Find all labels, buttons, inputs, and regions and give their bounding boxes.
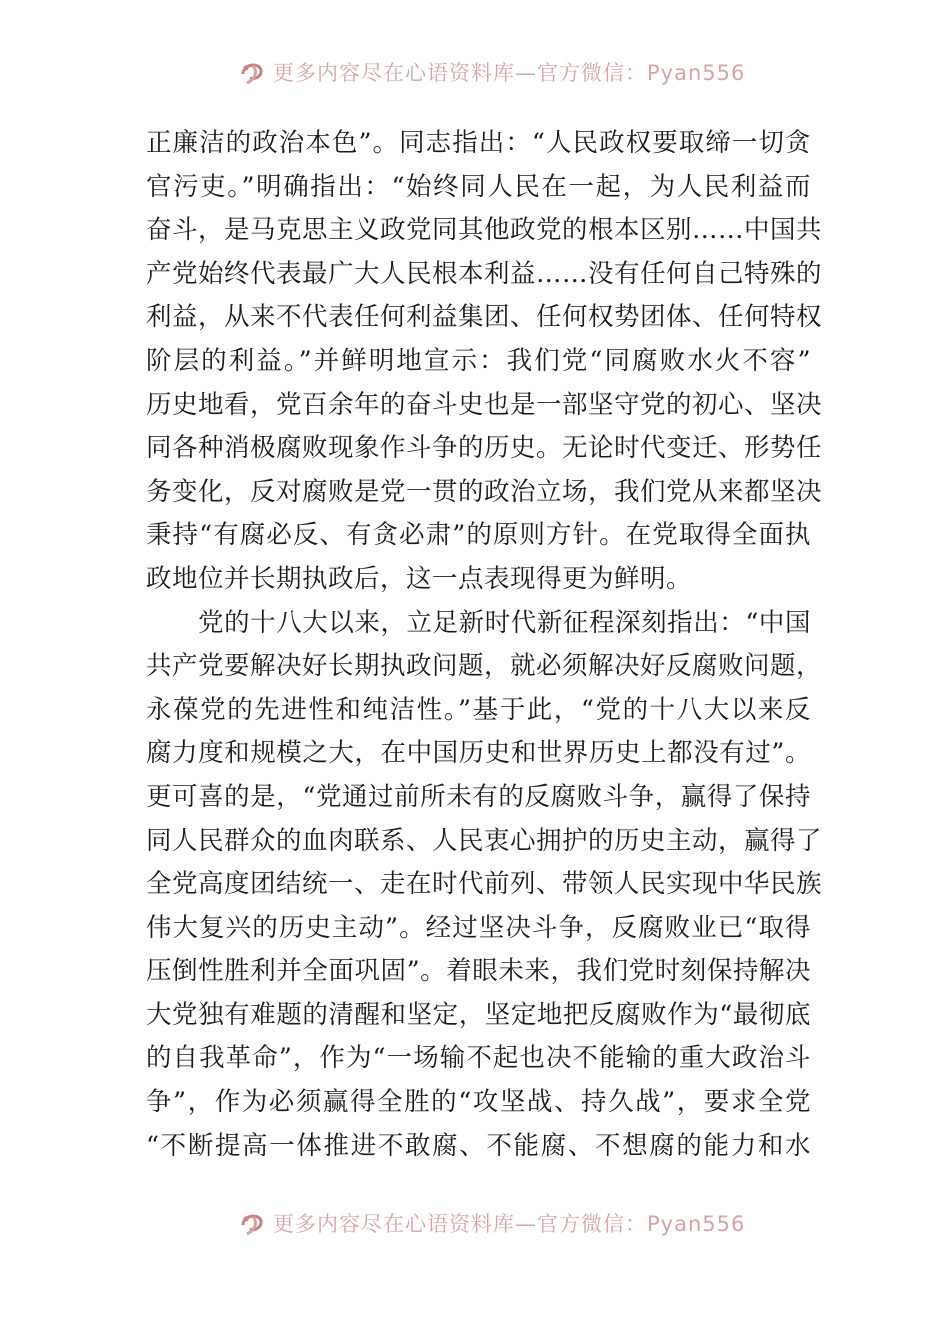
text-line: 历史地看，党百余年的奋斗史也是一部坚守党的初心、坚决 [146,389,823,420]
text-line: 务变化，反对腐败是党一贯的政治立场，我们党从来都坚决 [146,476,823,507]
text-line: “不断提高一体推进不敢腐、不能腐、不想腐的能力和水 [146,1130,811,1161]
text-line: 大党独有难题的清醒和坚定，坚定地把反腐败作为“最彻底 [146,999,811,1030]
text-line: 官污吏。”明确指出：“始终同人民在一起，为人民利益而 [146,171,811,202]
text-line: 共产党要解决好长期执政问题，就必须解决好反腐败问题， [146,651,823,682]
text-line: 压倒性胜利并全面巩固”。着眼未来，我们党时刻保持解决 [146,956,811,987]
text-line: 争”，作为必须赢得全胜的“攻坚战、持久战”，要求全党 [146,1087,811,1118]
logo-icon [237,56,267,86]
text-line: 永葆党的先进性和纯洁性。”基于此，“党的十八大以来反 [146,694,811,725]
document-body [146,122,823,1168]
text-line: 政地位并长期执政后，这一点表现得更为鲜明。 [146,563,693,594]
text-line: 同人民群众的血肉联系、人民衷心拥护的历史主动，赢得了 [146,825,823,856]
text-line: 的自我革命”，作为“一场输不起也决不能输的重大政治斗 [146,1043,811,1074]
watermark-text: 更多内容尽在心语资料库—官方微信：Pyan556 [273,1212,746,1236]
text-line: 同各种消极腐败现象作斗争的历史。无论时代变迁、形势任 [146,433,823,464]
logo-icon [237,1207,267,1237]
text-line: 党的十八大以来，立足新时代新征程深刻指出：“中国 [198,607,811,638]
text-line: 秉持“有腐必反、有贪必肃”的原则方针。在党取得全面执 [146,520,811,551]
text-line: 腐力度和规模之大，在中国历史和世界历史上都没有过”。 [146,738,811,769]
watermark-text: 更多内容尽在心语资料库—官方微信：Pyan556 [273,61,746,85]
text-line: 伟大复兴的历史主动”。经过坚决斗争，反腐败业已“取得 [146,912,811,943]
text-line: 更可喜的是，“党通过前所未有的反腐败斗争，赢得了保持 [146,781,811,812]
footer-watermark [0,1205,950,1239]
text-line: 利益，从来不代表任何利益集团、任何权势团体、任何特权 [146,302,823,333]
text-line: 奋斗，是马克思主义政党同其他政党的根本区别……中国共 [146,215,823,246]
header-watermark [0,54,950,88]
text-line: 正廉洁的政治本色”。同志指出：“人民政权要取缔一切贪 [146,128,811,158]
text-line: 阶层的利益。”并鲜明地宣示：我们党“同腐败水火不容” [146,345,811,376]
text-line: 产党始终代表最广大人民根本利益……没有任何自己特殊的 [146,258,823,289]
text-line: 全党高度团结统一、走在时代前列、带领人民实现中华民族 [146,869,823,900]
